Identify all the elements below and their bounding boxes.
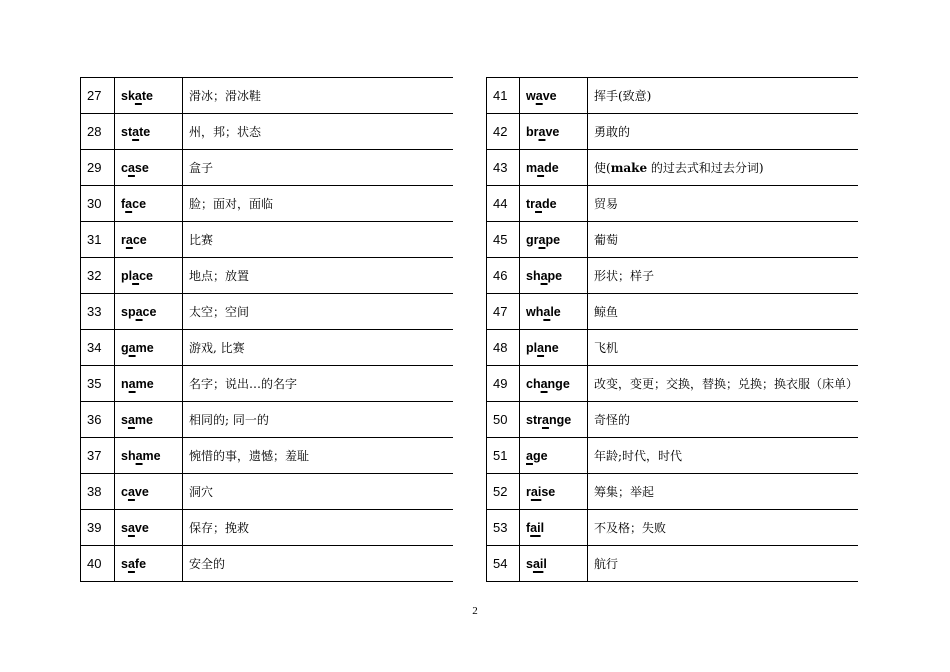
row-number: 30 xyxy=(81,186,115,222)
underlined-vowel: a xyxy=(135,304,143,319)
row-number: 28 xyxy=(81,114,115,150)
row-number: 45 xyxy=(487,222,520,258)
row-number: 49 xyxy=(487,366,520,402)
underlined-vowel: a xyxy=(127,520,135,535)
word-prefix: sk xyxy=(121,88,135,103)
underlined-vowel: ai xyxy=(532,556,544,571)
vocab-word xyxy=(520,78,588,114)
row-number: 35 xyxy=(81,366,115,402)
row-number: 53 xyxy=(487,510,520,546)
vocab-word xyxy=(115,474,183,510)
vocab-word xyxy=(520,150,588,186)
word-prefix: sp xyxy=(121,304,136,319)
underlined-vowel: a xyxy=(541,412,549,427)
word-meaning: 鲸鱼 xyxy=(588,294,859,330)
word-meaning: 勇敢的 xyxy=(588,114,859,150)
word-suffix: me xyxy=(135,376,154,391)
vocab-word xyxy=(115,438,183,474)
vocab-word xyxy=(115,150,183,186)
table-row xyxy=(81,474,454,510)
word-prefix: sh xyxy=(121,448,136,463)
underlined-vowel: a xyxy=(132,268,140,283)
underlined-vowel: a xyxy=(125,232,133,247)
row-number: 33 xyxy=(81,294,115,330)
row-number: 51 xyxy=(487,438,520,474)
word-meaning: 惋惜的事，遗憾；羞耻 xyxy=(183,438,454,474)
word-prefix: s xyxy=(526,556,533,571)
underlined-vowel: a xyxy=(127,484,135,499)
meaning-suffix: 的过去式和过去分词) xyxy=(647,161,764,175)
word-suffix: ce xyxy=(139,268,153,283)
word-meaning: 比赛 xyxy=(183,222,454,258)
vocab-word xyxy=(520,474,588,510)
underlined-vowel: a xyxy=(540,268,548,283)
row-number: 44 xyxy=(487,186,520,222)
underlined-vowel: a xyxy=(538,124,546,139)
word-prefix: m xyxy=(526,160,538,175)
table-row xyxy=(81,438,454,474)
vocab-word xyxy=(115,366,183,402)
word-meaning: 游戏, 比赛 xyxy=(183,330,454,366)
row-number: 50 xyxy=(487,402,520,438)
table-row xyxy=(487,474,859,510)
table-row xyxy=(81,510,454,546)
row-number: 38 xyxy=(81,474,115,510)
vocab-word xyxy=(520,510,588,546)
word-meaning: 太空；空间 xyxy=(183,294,454,330)
word-meaning: 飞机 xyxy=(588,330,859,366)
vocab-word xyxy=(115,402,183,438)
table-row xyxy=(487,150,859,186)
row-number: 46 xyxy=(487,258,520,294)
table-row xyxy=(487,294,859,330)
word-suffix: pe xyxy=(547,268,563,283)
word-prefix: w xyxy=(526,88,536,103)
table-row xyxy=(81,330,454,366)
word-meaning: 脸；面对，面临 xyxy=(183,186,454,222)
word-prefix: br xyxy=(526,124,539,139)
vocab-word xyxy=(115,78,183,114)
word-suffix: ce xyxy=(142,304,157,319)
word-suffix: me xyxy=(135,340,154,355)
word-suffix: pe xyxy=(545,232,561,247)
row-number: 47 xyxy=(487,294,520,330)
word-prefix: r xyxy=(526,484,531,499)
vocab-word xyxy=(520,402,588,438)
table-row xyxy=(81,366,454,402)
word-meaning: 地点；放置 xyxy=(183,258,454,294)
row-number: 39 xyxy=(81,510,115,546)
vocab-table-right xyxy=(486,77,858,582)
row-number: 32 xyxy=(81,258,115,294)
word-prefix: f xyxy=(526,520,531,535)
vocab-word xyxy=(520,330,588,366)
word-prefix: s xyxy=(121,556,128,571)
word-suffix: ge xyxy=(532,448,548,463)
underlined-vowel: a xyxy=(128,376,136,391)
word-suffix: le xyxy=(550,304,561,319)
table-row xyxy=(81,258,454,294)
word-meaning: 年龄;时代，时代 xyxy=(588,438,859,474)
word-suffix: te xyxy=(141,88,153,103)
word-suffix: se xyxy=(134,160,149,175)
word-meaning: 葡萄 xyxy=(588,222,859,258)
row-number: 31 xyxy=(81,222,115,258)
word-meaning: 滑冰；滑冰鞋 xyxy=(183,78,454,114)
meaning-bold-word: make xyxy=(610,161,648,175)
vocab-table-left xyxy=(80,77,453,582)
word-prefix: wh xyxy=(526,304,544,319)
word-suffix: ne xyxy=(544,340,559,355)
meaning-prefix: 使( xyxy=(594,161,611,175)
vocab-word xyxy=(115,258,183,294)
table-row xyxy=(487,366,859,402)
word-prefix: pl xyxy=(121,268,133,283)
table-row xyxy=(487,402,859,438)
word-suffix: l xyxy=(543,556,547,571)
vocab-word xyxy=(520,546,588,582)
word-meaning: 形状；样子 xyxy=(588,258,859,294)
word-suffix: se xyxy=(541,484,556,499)
word-suffix: me xyxy=(142,448,161,463)
word-prefix: s xyxy=(121,520,128,535)
word-prefix: gr xyxy=(526,232,539,247)
vocab-word xyxy=(520,366,588,402)
word-suffix: ve xyxy=(542,88,557,103)
row-number: 34 xyxy=(81,330,115,366)
table-row xyxy=(81,114,454,150)
vocab-word xyxy=(115,546,183,582)
table-row xyxy=(81,402,454,438)
word-prefix: tr xyxy=(526,196,536,211)
table-row xyxy=(487,546,859,582)
underlined-vowel: a xyxy=(538,232,546,247)
word-meaning: 盒子 xyxy=(183,150,454,186)
table-row xyxy=(81,222,454,258)
table-row xyxy=(487,114,859,150)
word-prefix: ch xyxy=(526,376,541,391)
underlined-vowel: a xyxy=(537,340,545,355)
table-row xyxy=(81,186,454,222)
vocab-word xyxy=(520,222,588,258)
row-number: 37 xyxy=(81,438,115,474)
word-suffix: ce xyxy=(132,196,147,211)
word-meaning: 挥手(致意) xyxy=(588,78,859,114)
word-suffix: ve xyxy=(134,520,149,535)
underlined-vowel: a xyxy=(540,376,548,391)
table-row xyxy=(81,294,454,330)
word-meaning: 相同的; 同一的 xyxy=(183,402,454,438)
row-number: 36 xyxy=(81,402,115,438)
underlined-vowel: a xyxy=(134,88,142,103)
vocab-word xyxy=(520,114,588,150)
word-prefix: c xyxy=(121,484,128,499)
table-row xyxy=(487,78,859,114)
table-row xyxy=(81,546,454,582)
vocab-word xyxy=(520,258,588,294)
vocab-word xyxy=(520,294,588,330)
row-number: 29 xyxy=(81,150,115,186)
table-row xyxy=(81,150,454,186)
word-meaning: 州，邦；状态 xyxy=(183,114,454,150)
underlined-vowel: a xyxy=(127,412,135,427)
vocab-word xyxy=(115,510,183,546)
underlined-vowel: ai xyxy=(530,484,542,499)
row-number: 52 xyxy=(487,474,520,510)
word-meaning xyxy=(588,150,859,186)
vocab-word xyxy=(115,186,183,222)
underlined-vowel: a xyxy=(125,196,133,211)
row-number: 27 xyxy=(81,78,115,114)
table-row xyxy=(487,186,859,222)
word-suffix: te xyxy=(139,124,151,139)
vocab-word xyxy=(520,438,588,474)
word-prefix: r xyxy=(121,232,126,247)
word-prefix: g xyxy=(121,340,129,355)
underlined-vowel: a xyxy=(535,88,543,103)
underlined-vowel: a xyxy=(135,448,143,463)
word-suffix: nge xyxy=(547,376,570,391)
word-suffix: de xyxy=(544,160,559,175)
word-suffix: ve xyxy=(545,124,560,139)
word-suffix: de xyxy=(541,196,557,211)
word-suffix: ce xyxy=(132,232,147,247)
word-prefix: pl xyxy=(526,340,538,355)
underlined-vowel: ai xyxy=(530,520,541,535)
word-suffix: fe xyxy=(134,556,147,571)
word-prefix: st xyxy=(121,124,133,139)
word-meaning: 奇怪的 xyxy=(588,402,859,438)
word-meaning: 安全的 xyxy=(183,546,454,582)
row-number: 41 xyxy=(487,78,520,114)
underlined-vowel: a xyxy=(128,340,136,355)
table-row xyxy=(487,438,859,474)
word-prefix: s xyxy=(121,412,128,427)
word-prefix: n xyxy=(121,376,129,391)
page-number: 2 xyxy=(472,605,478,617)
row-number: 54 xyxy=(487,546,520,582)
word-suffix: nge xyxy=(548,412,572,427)
word-meaning: 航行 xyxy=(588,546,859,582)
table-row xyxy=(487,222,859,258)
word-suffix: l xyxy=(540,520,545,535)
word-meaning: 保存；挽救 xyxy=(183,510,454,546)
vocab-word xyxy=(115,294,183,330)
row-number: 43 xyxy=(487,150,520,186)
word-meaning: 筹集；举起 xyxy=(588,474,859,510)
word-prefix: str xyxy=(526,412,542,427)
underlined-vowel: a xyxy=(535,196,542,211)
underlined-vowel: a xyxy=(132,124,140,139)
word-meaning: 贸易 xyxy=(588,186,859,222)
table-row xyxy=(487,510,859,546)
word-suffix: me xyxy=(134,412,153,427)
word-meaning: 改变，变更；交换，替换；兑换；换衣服（床单） xyxy=(588,366,859,402)
underlined-vowel: a xyxy=(127,556,135,571)
row-number: 42 xyxy=(487,114,520,150)
word-meaning: 不及格；失败 xyxy=(588,510,859,546)
underlined-vowel: a xyxy=(526,448,533,463)
underlined-vowel: a xyxy=(127,160,135,175)
row-number: 40 xyxy=(81,546,115,582)
word-meaning: 名字；说出…的名字 xyxy=(183,366,454,402)
underlined-vowel: a xyxy=(543,304,551,319)
underlined-vowel: a xyxy=(537,160,545,175)
word-prefix: c xyxy=(121,160,128,175)
word-prefix: sh xyxy=(526,268,541,283)
vocab-word xyxy=(115,114,183,150)
vocab-word xyxy=(520,186,588,222)
word-suffix: ve xyxy=(134,484,149,499)
vocab-word xyxy=(115,330,183,366)
row-number: 48 xyxy=(487,330,520,366)
vocab-word xyxy=(115,222,183,258)
word-meaning: 洞穴 xyxy=(183,474,454,510)
table-row xyxy=(487,258,859,294)
table-row xyxy=(487,330,859,366)
word-prefix: f xyxy=(121,196,126,211)
table-row xyxy=(81,78,454,114)
